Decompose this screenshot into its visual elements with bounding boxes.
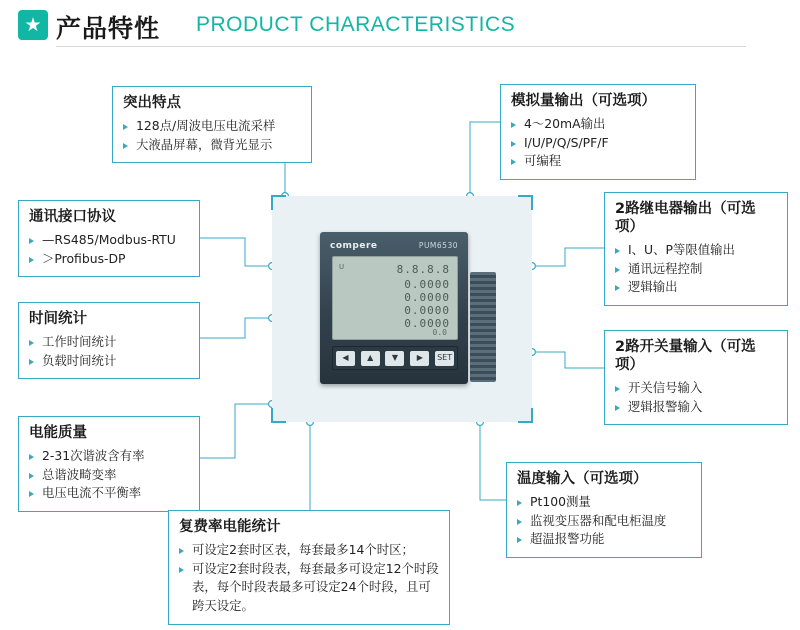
callout-multi-rate-energy-list [179,541,439,615]
callout-highlights-title: 突出特点 [123,95,181,111]
list-item: 电压电流不平衡率 [29,484,189,503]
power-meter-device [320,232,468,384]
list-item: 开关信号输入 [615,379,777,398]
callout-power-quality-list [29,447,189,503]
device-keypad[interactable] [332,346,458,370]
page-header [0,0,800,58]
device-model-label: PUM6530 [418,241,458,250]
callout-highlights-list [123,117,301,154]
list-item: 工作时间统计 [29,333,189,352]
callout-temperature-input-list [517,493,691,549]
callout-analog-output-list [511,115,685,171]
device-photo [272,196,532,422]
callout-comm-protocol-list [29,231,189,268]
callout-comm-protocol [18,200,200,277]
callout-power-quality [18,416,200,512]
lcd-line-5: 0.0000 [404,317,450,330]
list-item: —RS485/Modbus-RTU [29,231,189,250]
callout-multi-rate-energy-title: 复费率电能统计 [179,519,281,535]
lcd-line-small: 0.0 [432,328,447,337]
list-item: 可编程 [511,152,685,171]
callout-relay-output [604,192,788,306]
callout-switch-input [604,330,788,425]
page-title-cn: 产品特性 [56,14,161,43]
callout-comm-protocol-title: 通讯接口协议 [29,209,116,225]
list-item: 监视变压器和配电柜温度 [517,512,691,531]
callout-temperature-input [506,462,702,558]
callout-time-statistics [18,302,200,379]
callout-analog-output-title: 模拟量输出（可选项） [511,93,656,109]
key-down[interactable]: ▼ [385,351,404,366]
lcd-line-1: 8.8.8.8 [396,263,450,276]
callout-switch-input-list [615,379,777,416]
callout-power-quality-title: 电能质量 [29,425,87,441]
callout-analog-output [500,84,696,180]
photo-corner-tl [271,195,286,210]
list-item: 128点/周波电压电流采样 [123,117,301,136]
header-divider [56,46,746,47]
list-item: 逻辑报警输入 [615,398,777,417]
photo-corner-bl [271,408,286,423]
device-lcd-screen [332,256,458,340]
list-item: 逻辑输出 [615,278,777,297]
list-item: 4～20mA输出 [511,115,685,134]
callout-relay-output-list [615,241,777,297]
callout-multi-rate-energy [168,510,450,625]
list-item: 大液晶屏幕，微背光显示 [123,136,301,155]
callout-highlights [112,86,312,163]
list-item: 可设定2套时区表，每套最多14个时区； [179,541,439,560]
photo-corner-tr [518,195,533,210]
device-brand-label: compere [330,241,378,251]
page-title-en: PRODUCT CHARACTERISTICS [196,13,516,36]
key-up[interactable]: ▲ [361,351,380,366]
lcd-label: U [339,263,345,271]
key-left[interactable]: ◀ [336,351,355,366]
list-item: 总谐波畸变率 [29,466,189,485]
list-item: 负载时间统计 [29,352,189,371]
list-item: 通讯远程控制 [615,260,777,279]
photo-corner-br [518,408,533,423]
callout-switch-input-title: 2路开关量输入（可选项） [615,339,756,374]
callout-time-statistics-list [29,333,189,370]
star-badge-icon: ★ [18,10,48,40]
list-item: 超温报警功能 [517,530,691,549]
list-item: I/U/P/Q/S/PF/F [511,134,685,153]
callout-time-statistics-title: 时间统计 [29,311,87,327]
callout-temperature-input-title: 温度输入（可选项） [517,471,648,487]
key-set[interactable]: SET [435,351,454,366]
lcd-line-3: 0.0000 [404,291,450,304]
list-item: 2-31次谐波含有率 [29,447,189,466]
callout-relay-output-title: 2路继电器输出（可选项） [615,201,756,236]
list-item: Pt100测量 [517,493,691,512]
list-item: ＞Profibus-DP [29,250,189,269]
key-right[interactable]: ▶ [410,351,429,366]
device-vents [470,272,496,382]
list-item: I、U、P等限值输出 [615,241,777,260]
list-item: 可设定2套时段表，每套最多可设定12个时段表，每个时段表最多可设定24个时段，且可跨天设定。 [179,560,439,616]
lcd-line-2: 0.0000 [404,278,450,291]
lcd-line-4: 0.0000 [404,304,450,317]
